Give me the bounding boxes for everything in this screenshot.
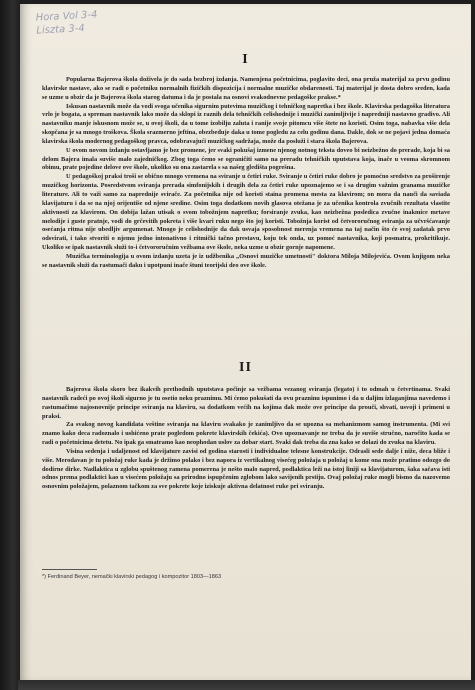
section-1-text: [42, 76, 450, 271]
handwritten-note-line: Liszta 3-4: [36, 23, 85, 37]
paragraph: Popularna Bajerova škola doživela je do sada bezbroj izdanja. Namenjena početnicima, poglavito deci, ona pruža materijal za prvu godinu klavirske nastave, ako se radi o početniku normalnih fizičkih dispozicija i normalne muzičke obdarenosti. Taj materijal je dosta dobro sređen, kada se uzme u obzir da je Bajerova škola starog datuma i da je postala na osnovi svakodnevne pedagoške prakse.*: [42, 76, 450, 101]
paragraph: Iskusan nastavnik može da vodi svoga učenika sigurnim putevima muzičkog i tehničkog napretka i bez škole. Klavirska pedagoška literatura vrlo je bogata, a spreman nastavnik lako može da sklopi iz raznih dela tehničkih celishodnije i muzički zanimljivije i napredniji nastavno gradivo. Ali nastavniku manje iskusnom može se, u ovoj školi, da u tome izobilju zaluta i ranije svoje pitomcu više štete no koristi. Osim toga, nabavka više dela skopčana je sa mnogo troškova. Škola srazmerno jeftina, obezbeđuje daka u tome pogledu za celu godinu dana. Dakle, dok se ne pojavi jedna domaća klavirska škola modernog pedagoškog pravca, odobravajući muzičkog sadržaja, može da posluži i stara škola Bajerova.: [42, 102, 450, 145]
section-heading-1: I: [242, 52, 249, 67]
paragraph: U ovom novom izdanju ostavljamo je bez promene, jer svaki pokušaj izmene njenog notnog teksta doveo bi neizbežno do prerade, koja bi sa delom Bajera imala suviše malo zajedničkog. Zbog toga ćemo se ograničiti samo na preradu tehničkih uputstava koja, inače u veoma skromnom obimu, prate pojedine delove ove škole, ukoliko su ona zastarela s sa našeg gledišta pogrešna.: [42, 146, 450, 172]
section-2-text: [42, 386, 450, 492]
paragraph: Muzička terminologija u ovom izdanju uzeta je iz udžbenika „Osnovi muzičke umetnosti" doktora Miloja Milojevića. Ovom knjigom neka se nastavnik služi da rastumači đaku i upotpuni inače štuni teorijski deo ove škole.: [42, 252, 450, 269]
paragraph: Bajerova škola skoro bez ikakvih prethodnih uputstava počinje sa vežbama vezanog sviranja (legato) i to odmah u četvrtinama. Svaki nastavnik radeći po ovoj školi sigurno je tu osetio neku praznimu. Mi ćemo pokušati da ovu prazninu ispunimo i da u daljim izlaganjima navedemo i rastumačimo najosnovnije principe sviranja na klaviru, sa dodatkom većih na kojima đak može ove principe da prouči, shvati, usvoji i primeni u praksi.: [42, 386, 450, 420]
footnote-divider: [42, 569, 97, 570]
document-page: [20, 4, 471, 680]
footnote: *) Ferdinand Beyer, nemački klavirski pedagog i kompozitor 1803—1863: [42, 574, 222, 580]
handwritten-note-line: Hora Vol 3-4: [35, 9, 98, 24]
paragraph: Visina sedenja i udaljenost od klavijature zavisi od godina starosti i individualne telesne konstrukcije. Odrasli sede dalje i niže, deca bliže i više. Merodavan je tu položaj ruke kada je držimo polako i bez napora iz vertikalnog visećeg položaja u položaj u kome ona može pratimo odozgo do dodirne dirke. Nadlaktica u zglobu spuštenog ramena pomerena je nešto malo napred, podlaktica leži na istoj liniji sa klavijaturom, šaka sačava isti odnos prema podlaktici kao u visećem položaju sa prirodno ispupčenim zglobom lako savijenih prstiju. Ovaj položaj ruke mogli bismo da nazovemo osnovnim položajem, polaznom tačkom za sve pokrete koje iziskuje aktivna delatnost ruke pri sviranju.: [42, 447, 450, 491]
section-heading-2: II: [239, 360, 252, 375]
paragraph: Za svakog novog kandidata veštine sviranja na klaviru svakako je zanimljivo da se upozna sa mehanizmom samog instrumenta. (Mi svi znamo kako deca radoznalo i ushićeno prate pogledom pokrete klavirskih čekića). Ovo upoznavanje ne treba da je suviše stručno, naročito kada se radi o početnicima detetu. No ipak ga smatramo kao neophodan uslov za dobar start. Svaki đak treba da zna kako se dolazi do zvuka na klaviru.: [42, 421, 450, 447]
paragraph: U pedagoškoj praksi troši se obično mnogo vremena na sviranje u četiri ruke. Sviranje u četiri ruke dobro je pomoćno sredstvo za proširenje muzičkog horizonta. Posredstvom sviranja prerada simfonijskih i drugih dela za četiri ruke upoznajemo se i sa drugim važnim granama muzičke literature. Ali to važi samo za naprednije svirače. Za početnika nije od koristi staina promena mesta za klavirom; on mora da nauči da saviada klavijaturu i da se na njoj orijentiše od njene sredine. Osim toga dodatkom novih glasova otežana je za učenika kontrola zvučnih rezultata vlastite aktivnosti za klavirom. On dobija lažan utisak o svom tobožnjem napretku; forsiranje zvuka, kao neizbežna posledica zvučne inakmice mrtave melodije i guste pratnje, vodi do grčevitih pokreta i više kvari ruku nego što joj koristi. Tobožnja korist od četvororučnog sviranja za učvršćavanje osećanja ritma nije ubedljiv argumenat. Mnogo je celishodnije da đak usvaja sposobnost merenja vremena na taj način što će svoj zadatak prvo odsvirati, i tako stvoriti o njemu jedno intonativno i ritmički tačno prestavu, koju tek onda, uz pomoć nastavnika, koji posmatra, prokritikuje. Ukoliko se ipak nastavnik služi to-i četvororučnim vežbama ove škole, neka uzme u obzir gornje napomene.: [42, 173, 450, 252]
book-bottom-edge: [18, 680, 475, 690]
book-binding: [0, 0, 22, 690]
handwritten-note: [35, 8, 98, 37]
